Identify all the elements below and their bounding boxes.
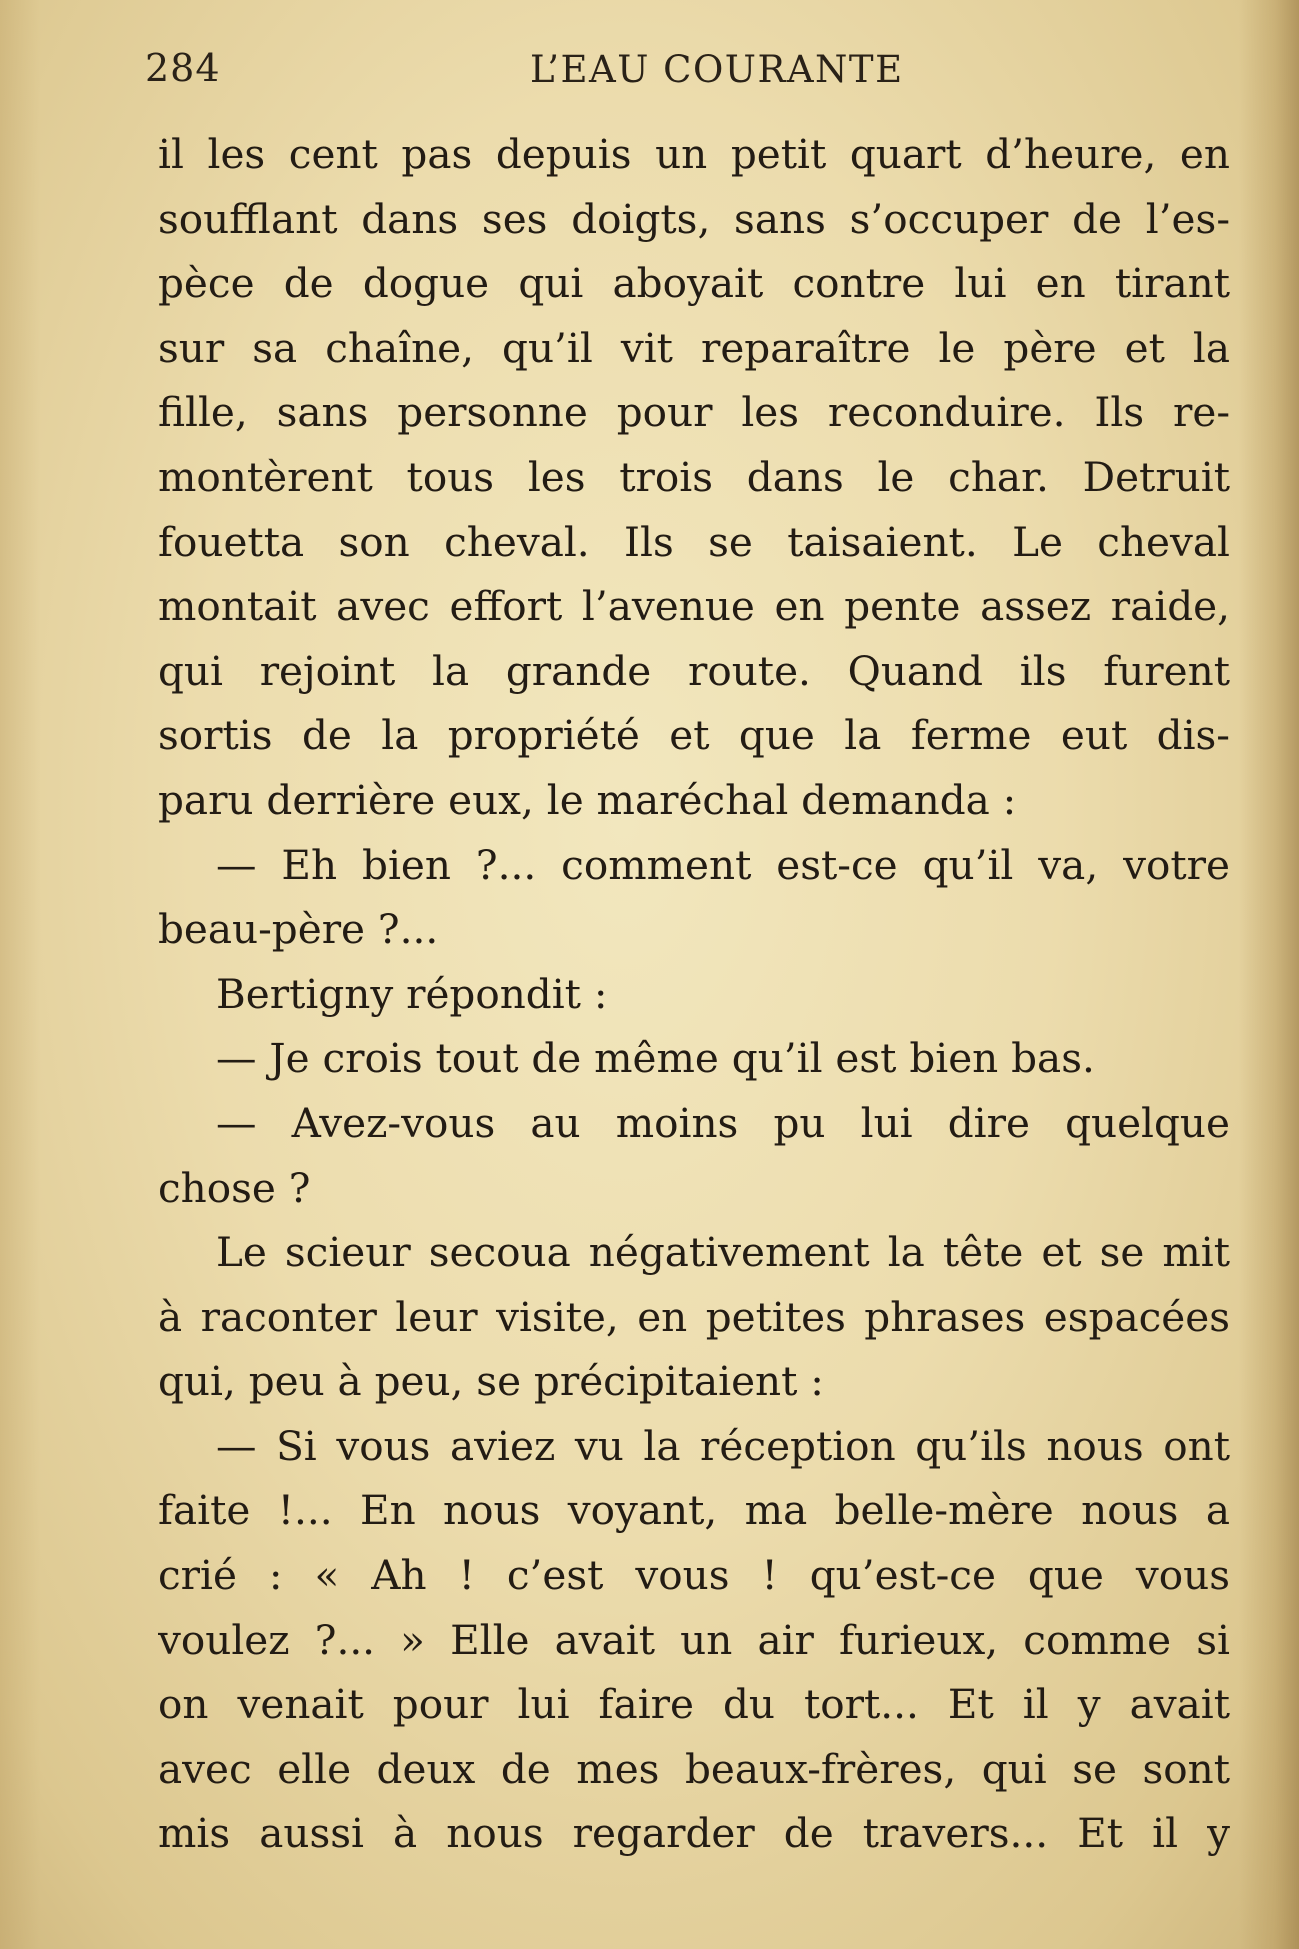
text-line: voulez ?... » Elle avait un air furieux, comme si (158, 1615, 1230, 1664)
text-line: pèce de dogue qui aboyait contre lui en tirant (158, 259, 1230, 308)
text-line: mis aussi à nous regarder de travers... Et il y (158, 1809, 1230, 1858)
running-head: L’EAU COURANTE (530, 48, 904, 91)
text-line: fille, sans personne pour les reconduire. Ils re- (158, 388, 1230, 437)
text-line: beau-père ?... (158, 905, 439, 954)
text-line: crié : « Ah ! c’est vous ! qu’est-ce que vous (158, 1551, 1230, 1600)
text-line: sortis de la propriété et que la ferme eut dis- (158, 711, 1230, 760)
text-line: — Eh bien ?... comment est-ce qu’il va, votre (216, 840, 1230, 889)
text-line: — Je crois tout de même qu’il est bien bas. (216, 1034, 1095, 1083)
text-line: qui rejoint la grande route. Quand ils furent (158, 646, 1230, 695)
text-line: avec elle deux de mes beaux-frères, qui se sont (158, 1744, 1230, 1793)
text-line: chose ? (158, 1163, 311, 1212)
text-line: il les cent pas depuis un petit quart d’heure, en (158, 130, 1230, 178)
text-line: paru derrière eux, le maréchal demanda : (158, 775, 1017, 824)
text-line: faite !... En nous voyant, ma belle-mère nous a (158, 1486, 1230, 1535)
text-line: sur sa chaîne, qu’il vit reparaître le père et la (158, 323, 1230, 372)
body-text (158, 122, 1230, 1866)
text-line: qui, peu à peu, se précipitaient : (158, 1357, 824, 1406)
page-left-shadow (0, 0, 40, 1949)
page-number: 284 (145, 46, 221, 90)
text-line: montait avec effort l’avenue en pente assez raide, (158, 582, 1230, 631)
page-right-shadow (1239, 0, 1299, 1949)
text-line: Bertigny répondit : (216, 969, 608, 1018)
text-line: — Si vous aviez vu la réception qu’ils nous ont (216, 1421, 1230, 1470)
text-line: soufflant dans ses doigts, sans s’occuper de l’es- (158, 194, 1230, 243)
text-line: on venait pour lui faire du tort... Et il y avait (158, 1680, 1230, 1729)
page-header (145, 40, 1145, 100)
text-line: à raconter leur visite, en petites phrases espacées (158, 1292, 1230, 1341)
text-line: Le scieur secoua négativement la tête et se mit (216, 1228, 1230, 1277)
text-line: — Avez-vous au moins pu lui dire quelque (216, 1098, 1230, 1147)
text-line: montèrent tous les trois dans le char. Detruit (158, 452, 1230, 501)
text-line: fouetta son cheval. Ils se taisaient. Le cheval (158, 517, 1230, 566)
